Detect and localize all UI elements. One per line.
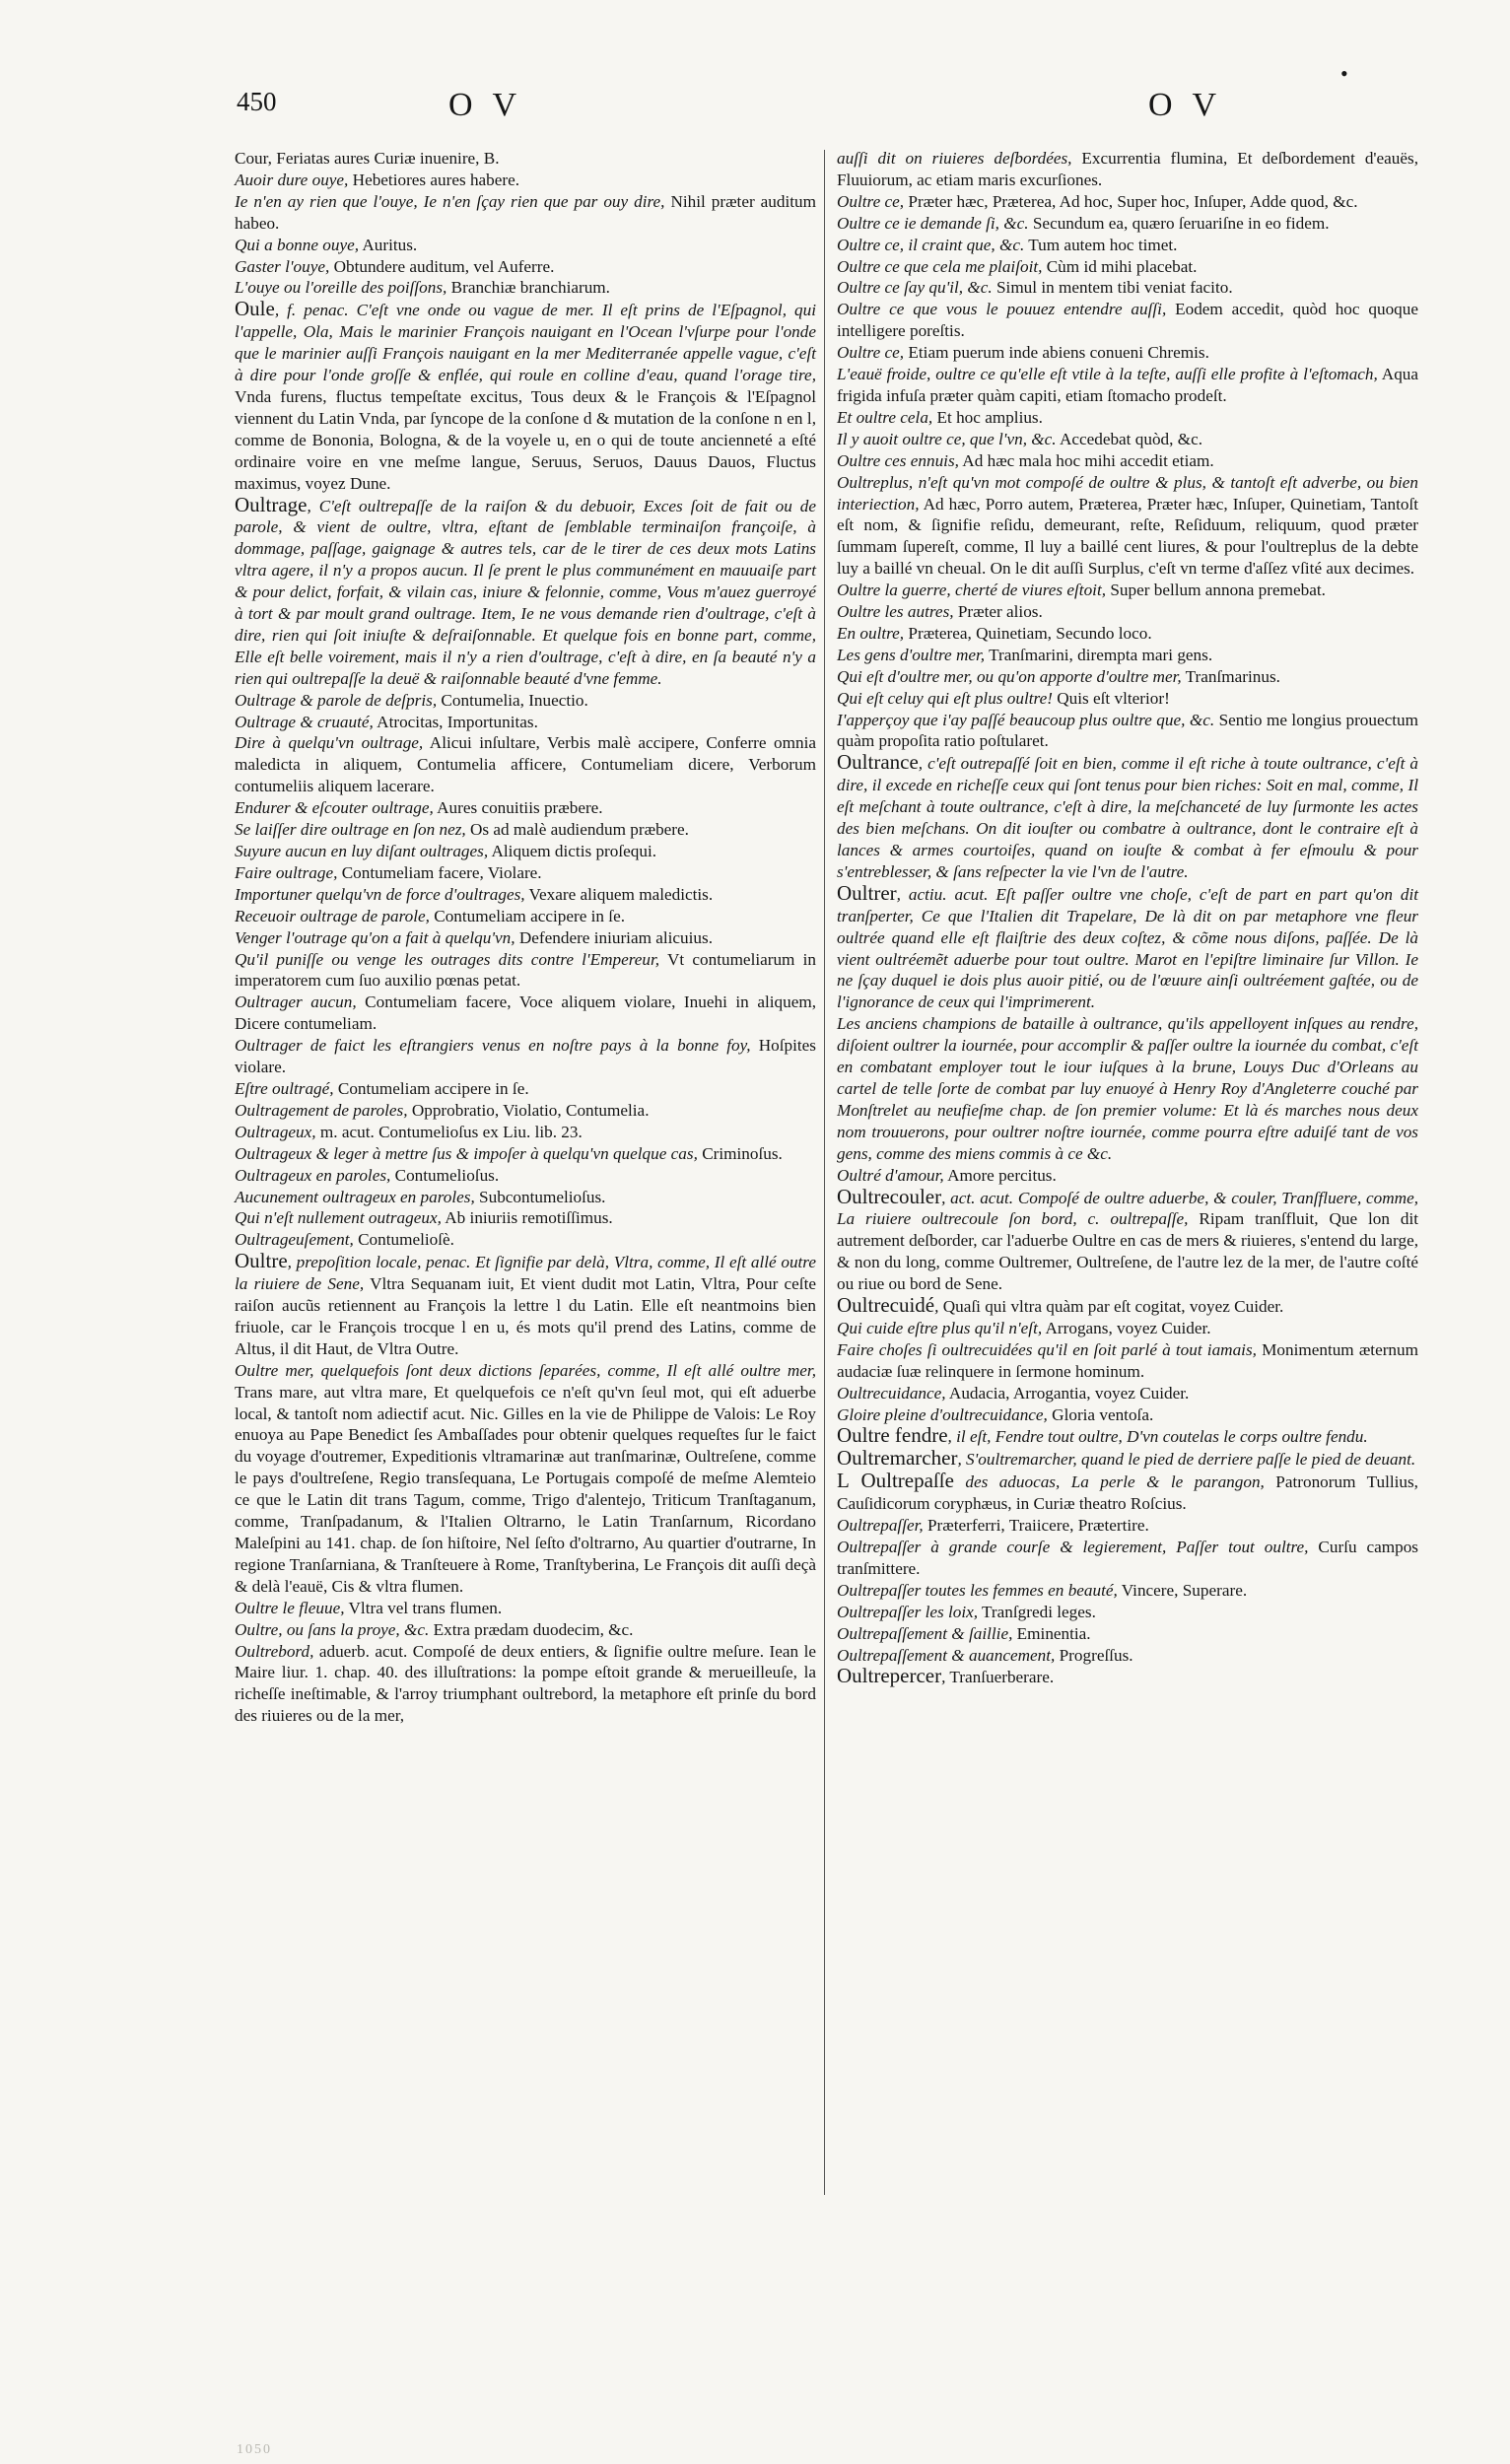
entry-french-text: Oultre les autres, — [837, 602, 954, 622]
ornament-dot: • — [1340, 61, 1348, 86]
entry-latin-text: Sentio me longius prouectum quàm propoſita ratio poſtularet. — [837, 710, 1418, 751]
dictionary-entry — [235, 884, 816, 906]
entry-latin-text: Auritus. — [359, 235, 418, 254]
headword: Oultremarcher — [837, 1446, 958, 1471]
entry-french-text: Oultrageuſement, — [235, 1230, 354, 1250]
dictionary-entry — [235, 1078, 816, 1100]
headword: Oultrage — [235, 492, 308, 516]
entry-french-text: Oultrepaſſement & auancement, — [837, 1645, 1056, 1665]
entry-latin-text: Præter alios. — [953, 602, 1043, 622]
headword: Oultrepercer — [837, 1664, 942, 1688]
entry-latin-text: Alicui inſultare, Verbis malè accipere, Conferre omnia maledicta in aliquem, Contumelia afficere, Contumeliam dicere, Verborum contumeliis aliquem lacerare. — [235, 733, 816, 796]
entry-latin-text: m. acut. Contumelioſus ex Liu. lib. 23. — [315, 1122, 583, 1141]
entry-latin-text: Subcontumelioſus. — [474, 1187, 606, 1206]
entry-latin-text: Tum autem hoc timet. — [1024, 235, 1178, 254]
dictionary-entry — [235, 1035, 816, 1078]
entry-latin-text: Aliquem dictis proſequi. — [488, 842, 657, 860]
dictionary-entry — [837, 1623, 1418, 1645]
entry-latin-text: Tranſmarinus. — [1181, 666, 1280, 686]
entry-french-text: , actiu. acut. Eſt paſſer oultre vne choſe, c'eſt de part en part qu'on dit tranſperter, Ce que l'Italien dit Trapelare, De là dit on par metaphore vne fleur oultrée quand elle eſt flaiſtrie des deux coſtez, & cõme nous diſons, paſſée. De là vient oultréemẽt aduerbe pour tout oultre. Marot en l'epiſtre liminaire ſur Villon. Ie ne ſçay duquel ie dois plus auoir pitié, ou de l'œuure ainſi oultréement gaſtée, ou de l'ignorance de ceux qui l'imprimerent. — [837, 884, 1418, 1012]
headword: Oultrecuidé — [837, 1293, 935, 1318]
dictionary-entry — [837, 1645, 1418, 1667]
entry-french-text: En oultre, — [837, 623, 905, 643]
entry-french-text: Oultrepaſſer les loix, — [837, 1602, 979, 1621]
entry-latin-text: Obtundere auditum, vel Auferre. — [329, 256, 555, 276]
entry-latin-text: Eodem accedit, quòd hoc quoque intelligere poreſtis. — [837, 300, 1418, 341]
entry-latin-text: Curſu campos tranſmittere. — [837, 1538, 1418, 1578]
entry-french-text: Oultreplus, n'eſt qu'vn mot compoſé de oultre & plus, & tantoſt eſt adverbe, ou bien interiection, — [837, 472, 1418, 513]
dictionary-entry — [235, 299, 816, 494]
entry-latin-text: Tranſgredi leges. — [978, 1602, 1096, 1621]
entry-french-text: Qui cuide eſtre plus qu'il n'eſt, — [837, 1318, 1043, 1337]
entry-latin-text: Quis eſt vlterior! — [1052, 688, 1170, 708]
entry-french-text: Aucunement oultrageux en paroles, — [235, 1187, 475, 1206]
entry-french-text: Oultre ce que cela me plaiſoit, — [837, 256, 1043, 276]
entry-latin-text: Præterea, Quinetiam, Secundo loco. — [904, 623, 1152, 643]
entry-latin-text: Cour, Feriatas aures Curiæ inuenire, B. — [235, 149, 500, 168]
entry-latin-text: Etiam puerum inde abiens conueni Chremis. — [904, 343, 1209, 363]
dictionary-entry — [235, 1641, 816, 1728]
entry-french-text: Gloire pleine d'oultrecuidance, — [837, 1404, 1048, 1424]
entry-french-text: Faire oultrage, — [235, 862, 338, 882]
entry-french-text: auſſi dit on riuieres deſbordées, — [837, 149, 1072, 168]
entry-french-text: des aduocas, La perle & le parangon, — [953, 1472, 1265, 1492]
entry-latin-text: Amore percitus. — [943, 1165, 1057, 1185]
entry-latin-text: Atrocitas, Importunitas. — [373, 712, 538, 731]
dictionary-entry — [235, 1187, 816, 1208]
dictionary-entry — [837, 1425, 1418, 1448]
dictionary-entry — [837, 710, 1418, 753]
dictionary-entry — [837, 1602, 1418, 1623]
left-column — [235, 148, 816, 1727]
entry-french-text: Faire choſes ſi oultrecuidées qu'il en ſoit parlé à tout iamais, — [837, 1339, 1257, 1359]
entry-latin-text: Præter hæc, Præterea, Ad hoc, Super hoc, Inſuper, Adde quod, &c. — [904, 191, 1358, 211]
entry-latin-text: Contumeliam facere, Violare. — [337, 862, 542, 882]
dictionary-entry — [235, 1251, 816, 1360]
dictionary-entry — [235, 712, 816, 733]
headword: Oultrer — [837, 880, 897, 905]
dictionary-entry — [837, 450, 1418, 472]
dictionary-entry — [837, 1580, 1418, 1602]
dictionary-entry — [837, 580, 1418, 601]
headword: Oultrance — [837, 750, 919, 775]
entry-french-text: Oultrage & cruauté, — [235, 712, 374, 731]
entry-french-text: Oultrager aucun, — [235, 992, 357, 1012]
dictionary-entry — [235, 235, 816, 256]
dictionary-entry — [837, 1666, 1418, 1688]
entry-latin-text: Contumeliam accipere in ſe. — [429, 906, 625, 925]
dictionary-entry — [837, 880, 1418, 1013]
dictionary-entry — [235, 819, 816, 841]
entry-latin-text: Vltra vel trans flumen. — [344, 1598, 503, 1617]
running-head-left: O V — [448, 87, 522, 123]
dictionary-entry — [235, 927, 816, 949]
headword: Oule — [235, 297, 275, 321]
dictionary-entry — [837, 407, 1418, 429]
entry-latin-text: Nihil præter auditum habeo. — [235, 191, 816, 233]
entry-french-text: Oultrebord, — [235, 1641, 314, 1661]
dictionary-entry — [837, 1318, 1418, 1339]
entry-latin-text: Eminentia. — [1012, 1623, 1091, 1643]
entry-french-text: Oultrage & parole de deſpris, — [235, 690, 438, 710]
dictionary-entry — [837, 688, 1418, 710]
entry-french-text: Oultre ce, il craint que, &c. — [837, 235, 1025, 254]
dictionary-entry — [837, 1448, 1418, 1471]
entry-french-text: Oultre ces ennuis, — [837, 450, 959, 470]
entry-latin-text: Arrogans, voyez Cuider. — [1042, 1318, 1211, 1337]
dictionary-entry — [837, 277, 1418, 299]
dictionary-entry — [837, 1537, 1418, 1580]
entry-latin-text: Quaſi qui vltra quàm par eſt cogitat, voyez Cuider. — [938, 1297, 1284, 1317]
entry-french-text: Gaster l'ouye, — [235, 256, 330, 276]
entry-french-text: Oultrageux en paroles, — [235, 1165, 391, 1185]
entry-latin-text: Ripam tranſfluit, Que lon dit autrement deſborder, car l'aduerbe Oultre en cas de mers & riuieres, s'entend du large, & non du long, comme Oultremer, Oultreſene, de l'autre lez de la mer, de l'autre coſté ou riue ou bord de Sene. — [837, 1209, 1419, 1294]
dictionary-entry — [235, 992, 816, 1035]
dictionary-entry — [837, 148, 1418, 191]
entry-latin-text: Ad hæc, Porro autem, Præterea, Præter hæc, Inſuper, Quinetiam, Tantoſt eſt nom, & ſignifie reſidu, demeurant, reſte, Reſiduum, reliquum, quod præter ſummam ſupereſt, comme, Il luy a baillé cent liures, & pour l'oultreplus de la debte luy a baillé vn cheual. On le dit auſſi Surplus, c'eſt vn terme d'aſſez vſité aux decimes. — [837, 494, 1418, 579]
dictionary-entry — [837, 299, 1418, 342]
entry-latin-text: Tranſmarini, dirempta mari gens. — [985, 645, 1213, 664]
dictionary-entry — [837, 364, 1418, 407]
headword: L Oultrepaſſe — [837, 1469, 954, 1493]
dictionary-entry — [837, 1013, 1418, 1164]
entry-french-text: Qui eſt celuy qui eſt plus oultre! — [837, 688, 1053, 708]
entry-french-text: Receuoir oultrage de parole, — [235, 906, 430, 925]
dictionary-entry — [235, 1360, 816, 1598]
dictionary-entry — [235, 906, 816, 927]
entry-latin-text: Contumeliam accipere in ſe. — [333, 1078, 529, 1098]
entry-latin-text: Defendere iniuriam alicuius. — [515, 927, 714, 947]
entry-latin-text: Vnda furens, fluctus tempeſtate excitus, Tous deux & le François & l'Eſpagnol viennent du Latin Vnda, par ſyncope de la conſone d & mutation de la conſone n en l, comme de Bononia, Bologna, & de la voyele u, en o qui de toute ancienneté a eſté ordinaire voire en vne meſme langue, Seruus, Seruos, Dauus Dauos, Fluctus maximus, voyez Dune. — [235, 386, 816, 493]
entry-latin-text: Trans mare, aut vltra mare, Et quelquefois ce n'eſt qu'vn ſeul mot, qui eſt aduerbe local, & tantoſt nom adiectif acut. Nic. Gilles en la vie de Philippe de Valois: Le Roy enuoya au Pape Benedict ſes Ambaſſades pour obtenir quelques requeſtes ſur le faict du voyage d'outremer, Expeditionis vltramarinæ aut tranſmarinæ, Oultreſene, comme le pays d'oultreſene, Regio transſequana, Le Portugais compoſé de meſme Alemteio ce que le Latin dit trans Tagum, comme, Trigo d'alentejo, Triticum Tranſtaganum, comme, Tranſpadanum, & l'Italien Oltrarno, le Latin Tranſarnum, Ricordano Maleſpini au 141. chap. de ſon hiſtoire, Nel ſeſto d'oltrarno, Au quartier d'outrarne, In regione Tranſarniana, & Tranſteuere à Rome, Tranſtyberina, Le François dit auſſi deçà & delà l'eauë, Cis & vltra flumen. — [235, 1382, 816, 1596]
dictionary-entry — [837, 645, 1418, 666]
dictionary-entry — [235, 170, 816, 191]
entry-french-text: Oultre le fleuue, — [235, 1598, 345, 1617]
page-number: 450 — [237, 87, 277, 116]
entry-latin-text: Aures conuitiis præbere. — [433, 798, 603, 818]
entry-french-text: Oultre ce, — [837, 343, 905, 363]
entry-french-text: Venger l'outrage qu'on a fait à quelqu'vn, — [235, 927, 515, 947]
entry-french-text: Oultré d'amour, — [837, 1165, 944, 1185]
entry-latin-text: Audacia, Arrogantia, voyez Cuider. — [945, 1383, 1190, 1403]
entry-french-text: Endurer & eſcouter oultrage, — [235, 798, 434, 818]
entry-latin-text: Os ad malè audiendum præbere. — [465, 820, 689, 840]
dictionary-entry — [837, 623, 1418, 645]
dictionary-entry — [837, 472, 1418, 581]
entry-latin-text: Vexare aliquem maledictis. — [524, 884, 714, 904]
dictionary-entry — [235, 732, 816, 797]
entry-french-text: Et oultre cela, — [837, 407, 933, 427]
dictionary-entry — [235, 191, 816, 235]
entry-latin-text: Præterferri, Traiicere, Prætertire. — [923, 1516, 1149, 1536]
entry-latin-text: Ad hæc mala hoc mihi accedit etiam. — [958, 450, 1214, 470]
entry-french-text: Ie n'en ay rien que l'ouye, Ie n'en ſçay rien que par ouy dire, — [235, 191, 665, 211]
dictionary-entry — [837, 1184, 1419, 1296]
entry-french-text: Oultre ce, — [837, 191, 905, 211]
entry-latin-text: aduerb. acut. Compoſé de deux entiers, & ſignifie oultre meſure. Iean le Maire liur. 1. chap. 40. des illuſtrations: la pompe eſtoit grande & merueilleuſe, la richeſſe ineſtimable, & l'arroy triumphant oultrebord, la metaphore eſt prinſe du bord des riuieres ou de la mer, — [235, 1641, 816, 1726]
entry-french-text: Se laiſſer dire oultrage en ſon nez, — [235, 820, 466, 840]
entry-latin-text: Contumelia, Inuectio. — [437, 690, 588, 710]
entry-french-text: Oultre ce ie demande ſi, &c. — [837, 213, 1029, 233]
entry-french-text: L'ouye ou l'oreille des poiſſons, — [235, 278, 447, 298]
entry-french-text: , S'oultremarcher, quand le pied de derriere paſſe le pied de deuant. — [957, 1450, 1416, 1470]
entry-latin-text: Simul in mentem tibi veniat facito. — [992, 278, 1233, 298]
dictionary-entry — [235, 1122, 816, 1143]
entry-french-text: , — [941, 1668, 946, 1687]
entry-french-text: Oultragement de paroles, — [235, 1100, 408, 1120]
dictionary-entry — [837, 256, 1418, 278]
running-head-right: O V — [1148, 87, 1222, 123]
entry-latin-text: Hoſpites violare. — [235, 1036, 816, 1077]
dictionary-entry — [837, 1515, 1418, 1537]
entry-french-text: Oultre la guerre, cherté de viures eſtoit, — [837, 581, 1107, 600]
entry-latin-text: Contumeliam facere, Voce aliquem violare, Inuehi in aliquem, Dicere contumeliam. — [235, 992, 816, 1034]
entry-french-text: , — [934, 1297, 939, 1317]
entry-latin-text: Patronorum Tullius, Cauſidicorum coryphæus, in Curiæ theatro Roſcius. — [837, 1472, 1418, 1514]
dictionary-entry — [837, 601, 1418, 623]
entry-french-text: Oultrageux, — [235, 1122, 316, 1141]
entry-french-text: , prepoſition locale, penac. Et ſignifie par delà, Vltra, comme, Il eſt allé outre la riuiere de Sene, — [235, 1253, 816, 1294]
entry-french-text: Qu'il puniſſe ou venge les outrages dits contre l'Empereur, — [235, 949, 660, 969]
headword: Oultre fendre — [837, 1423, 948, 1448]
entry-latin-text: Gloria ventoſa. — [1047, 1404, 1154, 1424]
dictionary-entry — [837, 666, 1418, 688]
dictionary-entry — [837, 342, 1418, 364]
entry-french-text: Importuner quelqu'vn de force d'oultrages, — [235, 884, 525, 904]
entry-latin-text: Aqua frigida infuſa præter quàm capiti, etiam ſtomacho prodeſt. — [837, 365, 1419, 405]
entry-french-text: Il y auoit oultre ce, que l'vn, &c. — [837, 429, 1057, 448]
entry-latin-text: Contumelioſus. — [390, 1165, 500, 1185]
headword: Oultre — [235, 1249, 288, 1273]
dictionary-entry — [235, 256, 816, 278]
entry-latin-text: Criminoſus. — [697, 1143, 783, 1163]
entry-french-text: I'apperçoy que i'ay paſſé beaucoup plus oultre que, &c. — [837, 710, 1215, 729]
entry-french-text: Oultrepaſſer à grande courſe & legierement, Paſſer tout oultre, — [837, 1538, 1309, 1556]
entry-latin-text: Cùm id mihi placebat. — [1042, 256, 1198, 276]
entry-french-text: , il eſt, Fendre tout oultre, D'vn coutelas le corps oultre fendu. — [947, 1427, 1368, 1447]
entry-french-text: Oultre mer, quelquefois ſont deux dictions ſeparées, comme, Il eſt allé oultre mer, — [235, 1360, 816, 1380]
entry-french-text: Qui eſt d'oultre mer, ou qu'on apporte d'oultre mer, — [837, 666, 1182, 686]
entry-french-text: Oultrager de faict les eſtrangiers venus en noſtre pays à la bonne foy, — [235, 1036, 751, 1056]
entry-french-text: , act. acut. Compoſé de oultre aduerbe, & couler, Tranſfluere, comme, La riuiere oultrecoule ſon bord, c. oultrepaſſe, — [837, 1188, 1418, 1229]
dictionary-entry — [837, 1339, 1418, 1383]
entry-french-text: Auoir dure ouye, — [235, 170, 349, 189]
headword: Oultrecouler — [837, 1184, 942, 1208]
dictionary-entry — [235, 1207, 816, 1229]
entry-french-text: Eſtre oultragé, — [235, 1078, 334, 1098]
entry-french-text: Dire à quelqu'vn oultrage, — [235, 733, 424, 753]
dictionary-entry — [235, 492, 816, 690]
entry-latin-text: Extra prædam duodecim, &c. — [429, 1619, 634, 1639]
entry-french-text: Oultrecuidance, — [837, 1383, 946, 1403]
entry-latin-text: Vltra Sequanam iuit, Et vient dudit mot Latin, Vltra, Pour ceſte raiſon aucũs retiennent au François la lettre l du Latin. Elle eſt neantmoins bien friuole, car le François trocque l en u, és mots qu'il prend des Latins, comme de Altus, il dit Haut, de Vltra Outre. — [235, 1274, 816, 1358]
dictionary-entry — [235, 949, 816, 992]
entry-french-text: L'eauë froide, oultre ce qu'elle eſt vtile à la teſte, auſſi elle profite à l'eſtomach, — [837, 365, 1378, 384]
dictionary-entry — [837, 1404, 1418, 1426]
entry-french-text: Oultrepaſſer toutes les femmes en beauté, — [837, 1580, 1118, 1600]
entry-latin-text: Accedebat quòd, &c. — [1056, 429, 1203, 448]
entry-latin-text: Tranſuerberare. — [945, 1668, 1055, 1687]
dictionary-entry — [837, 191, 1418, 213]
dictionary-entry — [837, 1295, 1418, 1318]
dictionary-entry — [235, 1165, 816, 1187]
dictionary-entry — [235, 797, 816, 819]
entry-french-text: Suyure aucun en luy diſant oultrages, — [235, 842, 489, 860]
dictionary-entry — [837, 429, 1418, 450]
dictionary-entry — [235, 862, 816, 884]
column-divider — [824, 150, 825, 2195]
entry-latin-text: Hebetiores aures habere. — [348, 170, 520, 189]
dictionary-entry — [235, 1143, 816, 1165]
dictionary-entry — [235, 277, 816, 299]
dictionary-entry — [837, 1471, 1418, 1515]
entry-latin-text: Secundum ea, quæro ſeruariſne in eo fidem. — [1028, 213, 1330, 233]
dictionary-entry — [235, 841, 816, 862]
entry-latin-text: Excurrentia flumina, Et deſbordement d'eauës, Fluuiorum, ac etiam maris excurſiones. — [837, 149, 1418, 189]
entry-latin-text: Et hoc amplius. — [932, 407, 1043, 427]
entry-french-text: Oultrepaſſement & ſaillie, — [837, 1623, 1013, 1643]
dictionary-entry — [837, 235, 1418, 256]
entry-latin-text: Ab iniuriis remotiſſimus. — [441, 1208, 613, 1228]
dictionary-entry — [837, 1383, 1418, 1404]
dictionary-entry — [837, 213, 1418, 235]
entry-latin-text: Contumelioſè. — [353, 1230, 454, 1250]
entry-latin-text: Opprobratio, Violatio, Contumelia. — [407, 1100, 650, 1120]
entry-latin-text: Super bellum annona premebat. — [1106, 581, 1326, 600]
entry-latin-text: Branchiæ branchiarum. — [446, 278, 610, 298]
dictionary-entry — [837, 1165, 1418, 1187]
entry-latin-text: Monimentum æternum audaciæ ſuæ relinquere in ſermone hominum. — [837, 1339, 1418, 1381]
entry-latin-text: Vt contumeliarum in imperatorem cum ſuo auxilio pœnas petat. — [235, 949, 816, 991]
right-column — [837, 148, 1418, 1688]
entry-french-text: Oultre ce ſay qu'il, &c. — [837, 278, 993, 298]
dictionary-entry — [235, 690, 816, 712]
dictionary-entry — [235, 1619, 816, 1641]
entry-french-text: , C'eſt oultrepaſſe de la raiſon & du debuoir, Exces ſoit de fait ou de parole, & vient de oultre, vltra, eſtant de ſemblable terminaiſon françoiſe, à dommage, paſſage, gaignage & autres tels, car de le tirer de ces deux mots Latins vltra agere, il n'y a propos aucun. Il ſe prent le plus communément en mauuaiſe part & pour delict, forfait, & vilain cas, iniure & felonnie, comme, Vous m'auez guerroyé à tort & par moult grand oultrage. Item, Ie ne vous demande rien d'oultrage, c'eſt à dire, rien qui ſoit iniuſte & deſraiſonnable. Et quelque fois en bonne part, comme, Elle eſt belle voirement, mais il n'y a rien d'oultrage, c'eſt à dire, en ſa beauté n'y a rien qui oultrepaſſe la deuë & raiſonnable beauté d'vne femme. — [235, 496, 816, 688]
entry-french-text: Les anciens champions de bataille à oultrance, qu'ils appelloyent inſques au rendre, diſoient oultrer la iournée, pour accomplir & paſſer oultre la iournée du combat, c'eſt en combatant employer tout le iour iuſques à la brune, Louys Duc d'Orleans au cartel de telle ſorte de combat par luy enuoyé à Henry Roy d'Angleterre couché par Monſtrelet au neufieſme chap. de ſon premier volume: Et là és marches nous deux nom trouuerons, pour oultrer noſtre iournée, comme pourra eſtre aduiſé tant de vos gens, comme des miens commis à ce &c. — [837, 1014, 1418, 1163]
entry-french-text: Oultrageux & leger à mettre ſus & impoſer à quelqu'vn quelque cas, — [235, 1143, 698, 1163]
dictionary-entry — [235, 1229, 816, 1251]
entry-french-text: , f. penac. C'eſt vne onde ou vague de mer. Il eſt prins de l'Eſpagnol, qui l'appelle, Ola, Mais le marinier François nauigant en l'Ocean l'vſurpe pour l'onde que le marinier auſſi François nauigant en la mer Mediterranée appelle vague, c'eſt à dire pour l'onde groſſe & enflée, qui roule en colline d'eau, quand l'orage tire, — [235, 301, 816, 385]
entry-latin-text: Progreſſus. — [1055, 1645, 1133, 1665]
footer-faint-mark: 1050 — [237, 2442, 272, 2457]
entry-french-text: , c'eſt outrepaſſé ſoit en bien, comme il eſt riche à toute oultrance, c'eſt à dire, il excede en richeſſe ceux qui ſont tenus pour bien riches: Soit en mal, comme, Il eſt meſchant à toute oultrance, c'eſt à dire, la meſchanceté de luy ſurmonte les actes des bien meſchans. On dit iouſter ou combatre à oultrance, dont le contraire eſt à lances & armes courtoiſes, quand on iouſte & combat à fer eſmoulu & pour s'entreblesser, & ſans reſpecter la vie l'vn de l'autre. — [837, 754, 1418, 881]
entry-french-text: Oultre ce que vous le pouuez entendre auſſi, — [837, 300, 1167, 319]
dictionary-entry — [837, 752, 1418, 882]
entry-french-text: Qui n'eſt nullement outrageux, — [235, 1208, 442, 1228]
entry-french-text: Les gens d'oultre mer, — [837, 645, 986, 664]
entry-latin-text: Vincere, Superare. — [1117, 1580, 1248, 1600]
entry-french-text: Oultrepaſſer, — [837, 1516, 924, 1536]
dictionary-entry — [235, 1100, 816, 1122]
dictionary-entry — [235, 148, 816, 170]
dictionary-entry — [235, 1598, 816, 1619]
entry-french-text: Qui a bonne ouye, — [235, 235, 360, 254]
entry-french-text: Oultre, ou ſans la proye, &c. — [235, 1619, 430, 1639]
